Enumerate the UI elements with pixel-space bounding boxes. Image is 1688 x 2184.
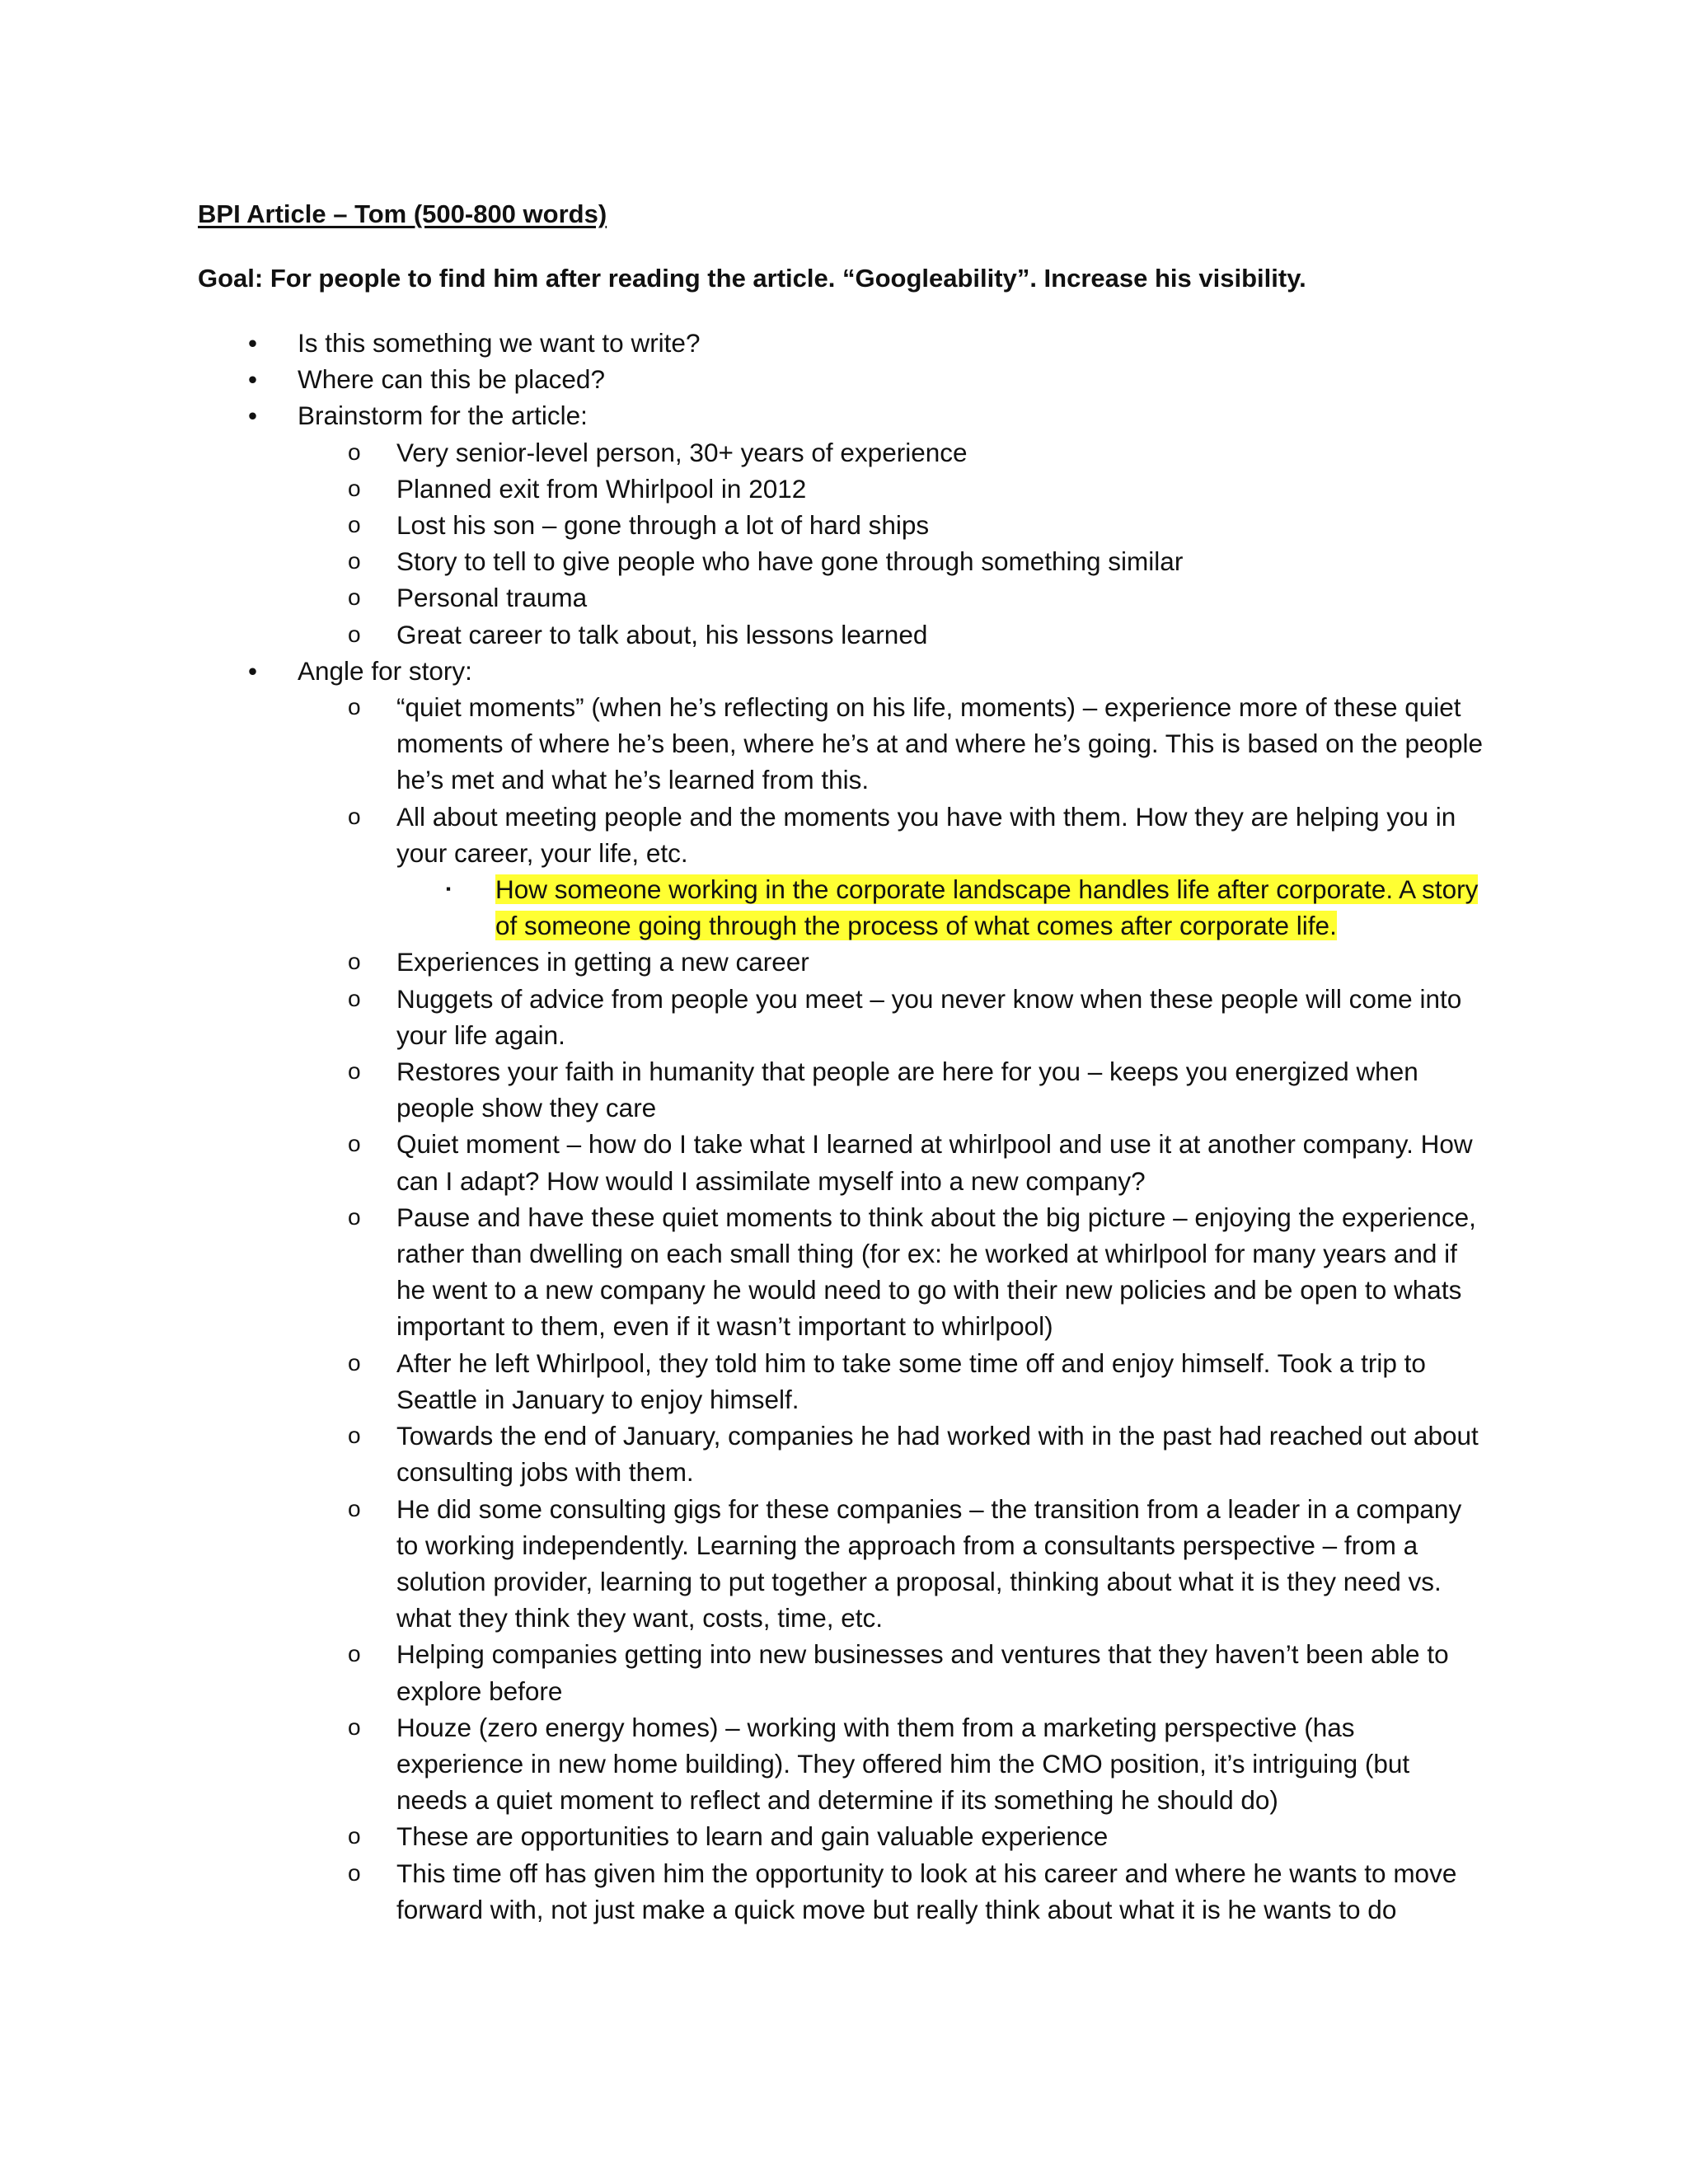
sub-list-item — [0, 616, 1688, 653]
circle-bullet-icon: o — [348, 584, 361, 611]
bullet-icon: • — [248, 364, 258, 395]
circle-bullet-icon: o — [348, 1859, 361, 1886]
sub-list-item-text: Great career to talk about, his lessons learned — [396, 619, 928, 649]
circle-bullet-icon: o — [348, 438, 361, 465]
sub-list-item-text: Helping companies getting into new businesses and ventures that they haven’t been able to explore before — [396, 1639, 1449, 1706]
sub-list-item — [0, 944, 1688, 980]
sub-list-item-text: Nuggets of advice from people you meet – you never know when these people will come into your life again. — [396, 983, 1462, 1050]
document-title: BPI Article – Tom (500-800 words) — [198, 199, 607, 228]
sub-list-item-text: This time off has given him the opportunity to look at his career and where he wants to move forward with, not just make a quick move but really think about what it is he wants to do — [396, 1858, 1457, 1924]
sub-list-item — [0, 507, 1688, 543]
sub-list-item — [0, 1345, 1688, 1418]
goal-statement: Goal: For people to find him after reading the article. “Googleability”. Increase his visibility. — [198, 264, 1306, 293]
sub-list-item — [0, 1636, 1688, 1708]
bullet-icon: • — [248, 401, 258, 431]
list-item-angle — [0, 653, 1688, 689]
highlighted-text-block — [495, 871, 1484, 944]
bullet-icon: • — [248, 655, 258, 686]
sub-sub-list-item-highlighted — [0, 871, 1688, 944]
list-item-text: Brainstorm for the article: — [298, 401, 588, 431]
sub-list-item-text: Pause and have these quiet moments to think about the big picture – enjoying the experience, rather than dwelling on each small thing (for ex: he worked at whirlpool for many years and if he went to a new company he would need to go with their new policies and be open to whats important to them, even if it wasn’t important to whirlpool) — [396, 1202, 1476, 1342]
circle-bullet-icon: o — [348, 548, 361, 574]
sub-list-item-text: Very senior-level person, 30+ years of experience — [396, 437, 968, 467]
circle-bullet-icon: o — [348, 949, 361, 975]
list-item-text: Angle for story: — [298, 655, 472, 686]
sub-list-item — [0, 1126, 1688, 1198]
sub-list-item-text: Personal trauma — [396, 583, 588, 613]
circle-bullet-icon: o — [348, 694, 361, 720]
sub-list-item-text: Lost his son – gone through a lot of hard ships — [396, 510, 930, 541]
sub-list-item-text: Houze (zero energy homes) – working with them from a marketing perspective (has experience in new home building). They offered him the CMO position, it’s intriguing (but needs a quiet moment to reflect and determine if its something he should do) — [396, 1712, 1410, 1816]
circle-bullet-icon: o — [348, 985, 361, 1011]
list-item-text: Where can this be placed? — [298, 364, 605, 395]
circle-bullet-icon: o — [348, 803, 361, 829]
circle-bullet-icon: o — [348, 512, 361, 538]
sub-list-item-text: Experiences in getting a new career — [396, 947, 809, 977]
sub-list-item-text: Towards the end of January, companies he had worked with in the past had reached out about consulting jobs with them. — [396, 1421, 1479, 1488]
sub-list-item — [0, 471, 1688, 507]
sub-list-item — [0, 1818, 1688, 1854]
circle-bullet-icon: o — [348, 1203, 361, 1230]
sub-list-item — [0, 434, 1688, 471]
sub-list-item-text: Restores your faith in humanity that people are here for you – keeps you energized when people show they care — [396, 1057, 1418, 1123]
sub-list-item — [0, 579, 1688, 616]
list-item — [0, 325, 1688, 361]
sub-list-item — [0, 1053, 1688, 1126]
circle-bullet-icon: o — [348, 621, 361, 647]
list-item-text: Is this something we want to write? — [298, 328, 701, 358]
sub-list-item — [0, 1855, 1688, 1928]
bullet-icon: • — [248, 328, 258, 358]
circle-bullet-icon: o — [348, 1131, 361, 1157]
sub-list-item-text: All about meeting people and the moments you have with them. How they are helping you in your career, your life, etc. — [396, 801, 1456, 868]
circle-bullet-icon: o — [348, 1422, 361, 1449]
highlighted-text: How someone working in the corporate landscape handles life after corporate. A story of someone going through the process of what comes after corporate life. — [495, 874, 1479, 941]
sub-list-item — [0, 1491, 1688, 1637]
sub-list-item — [0, 1199, 1688, 1345]
circle-bullet-icon: o — [348, 475, 361, 501]
sub-list-item — [0, 799, 1688, 871]
circle-bullet-icon: o — [348, 1058, 361, 1085]
outline-list — [0, 325, 1688, 1928]
sub-list-item-text: He did some consulting gigs for these companies – the transition from a leader in a company to working independently. Learning the approach from a consultants perspective – from a solution provider, learning to put together a proposal, thinking about what it is they need vs. what they think they want, costs, time, etc. — [396, 1493, 1462, 1633]
sub-list-item — [0, 543, 1688, 579]
sub-list-item — [0, 689, 1688, 799]
sub-list-item-text: “quiet moments” (when he’s reflecting on his life, moments) – experience more of these quiet moments of where he’s been, where he’s at and where he’s going. This is based on the people he’s met and what he’s learned from this. — [396, 692, 1484, 795]
sub-list-item-text: These are opportunities to learn and gain valuable experience — [396, 1821, 1109, 1852]
circle-bullet-icon: o — [348, 1495, 361, 1521]
list-item-brainstorm — [0, 397, 1688, 434]
circle-bullet-icon: o — [348, 1349, 361, 1376]
circle-bullet-icon: o — [348, 1713, 361, 1740]
sub-list-item — [0, 1709, 1688, 1819]
circle-bullet-icon: o — [348, 1823, 361, 1849]
sub-list-item — [0, 1418, 1688, 1490]
sub-list-item-text: Quiet moment – how do I take what I learned at whirlpool and use it at another company. How can I adapt? How would I assimilate myself into a new company? — [396, 1129, 1473, 1196]
sub-list-item-text: Planned exit from Whirlpool in 2012 — [396, 473, 807, 504]
sub-list-item — [0, 981, 1688, 1053]
circle-bullet-icon: o — [348, 1641, 361, 1667]
sub-list-item-text: Story to tell to give people who have gone through something similar — [396, 546, 1184, 577]
square-bullet-icon: ▪ — [446, 881, 452, 898]
sub-list-item-text: After he left Whirlpool, they told him to take some time off and enjoy himself. Took a trip to Seattle in January to enjoy himself. — [396, 1347, 1426, 1414]
list-item — [0, 361, 1688, 397]
